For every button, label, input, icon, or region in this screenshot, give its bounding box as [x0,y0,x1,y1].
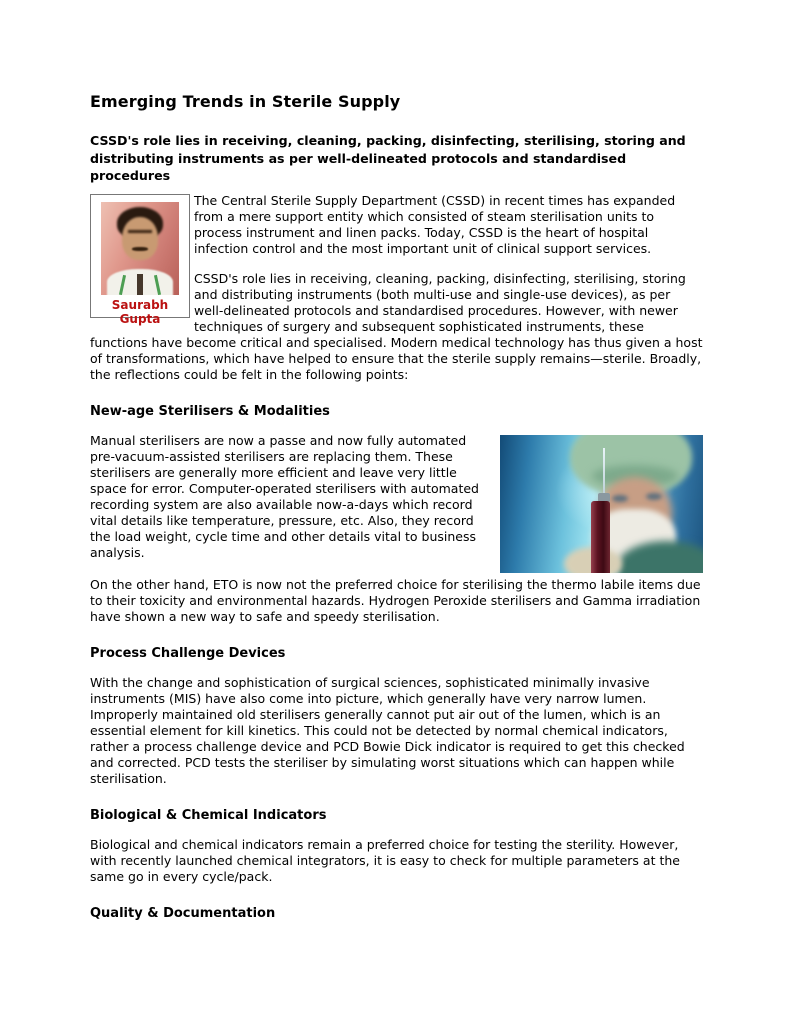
author-name-caption: Saurabh Gupta [111,297,169,326]
section-heading-quality-documentation: Quality & Documentation [90,905,276,921]
section-heading-process-challenge-devices: Process Challenge Devices [90,645,286,661]
article-body [90,193,703,921]
author-portrait-image [101,202,179,295]
nurse-with-syringe-image [500,435,703,573]
portrait-face [122,217,158,260]
portrait-tie [137,274,143,295]
article-standfirst: CSSD's role lies in receiving, cleaning, packing, disinfecting, sterilising, storing and distributing instruments as per well-delineated protocols and standardised procedures [90,133,686,183]
article-content [90,93,703,923]
portrait-brows [128,230,152,233]
page-title: Emerging Trends in Sterile Supply [90,92,401,111]
author-photo-card [90,194,190,326]
section-paragraph: On the other hand, ETO is now not the preferred choice for sterilising the thermo labile items due to their toxicity and environmental hazards. Hydrogen Peroxide sterilisers and Gamma irradiation have shown a new way to safe and speedy sterilisation. [90,576,701,624]
section-heading-biological-chemical-indicators: Biological & Chemical Indicators [90,807,327,823]
nurse-eye-left [612,495,628,502]
section-paragraph: Manual sterilisers are now a passe and now fully automated pre-vacuum-assisted sterilisers are replacing them. These sterilisers are generally more efficient and leave very little space for error. Computer-operated sterilisers with automated recording system are also available now-a-days which record vital details like temperature, pressure, etc. Also, they record the load weight, cycle time and other details vital to business analysis. [90,432,479,560]
syringe-barrel [591,501,610,573]
section-paragraph: With the change and sophistication of surgical sciences, sophisticated minimally invasive instruments (MIS) have also come into picture, which generally have very narrow lumen. Improperly maintained old sterilisers generally cannot put air out of the lumen, which is an essential element for kill kinetics. This could not be detected by normal chemical indicators, rather a process challenge device and PCD Bowie Dick indicator is required to get this checked and corrected. PCD tests the steriliser by simulating worst situations which can happen while sterilisation. [90,674,685,786]
section-paragraph: Biological and chemical indicators remain a preferred choice for testing the sterility. However, with recently launched chemical integrators, it is easy to check for multiple parameters at the same go in every cycle/pack. [90,836,680,884]
nurse-eye-right [646,493,662,500]
syringe-needle [603,448,605,500]
section-heading-new-age-sterilisers: New-age Sterilisers & Modalities [90,403,330,419]
portrait-mustache [132,247,148,251]
section-new-age-sterilisers [90,433,703,625]
intro-paragraph-2: CSSD's role lies in receiving, cleaning, packing, disinfecting, sterilising, storing and distributing instruments (both multi-use and single-use devices), as per well-delineated protocols and standardised procedures. However, with newer techniques of surgery and subsequent sophisticated instruments, these functions have become critical and specialised. Modern medical technology has thus given a host of transformations, which have helped to ensure that the sterile supply remains—sterile. Broadly, the reflections could be felt in the following points: [90,270,703,382]
intro-paragraph-1: The Central Sterile Supply Department (CSSD) in recent times has expanded from a mere support entity which consisted of steam sterilisation units to process instrument and linen packs. Today, CSSD is the heart of hospital infection control and the most important unit of clinical support services. [194,192,676,256]
